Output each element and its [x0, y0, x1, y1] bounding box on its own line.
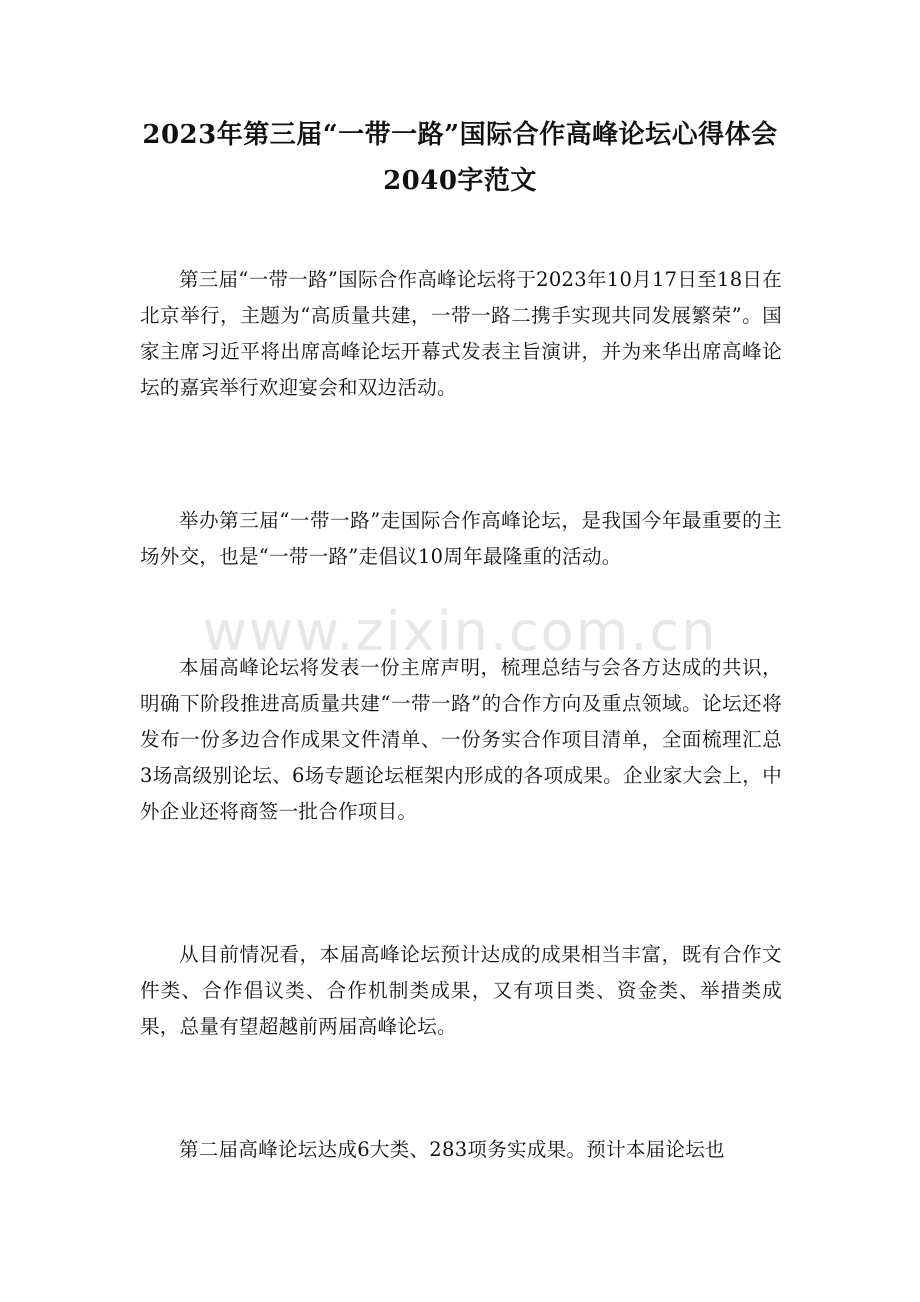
paragraph-5: 第二届高峰论坛达成6大类、283项务实成果。预计本届论坛也	[179, 1138, 725, 1161]
paragraph-4: 从目前情况看，本届高峰论坛预计达成的成果相当丰富，既有合作文件类、合作倡议类、合作机制类成果，又有项目类、资金类、举措类成果，总量有望超越前两届高峰论坛。	[140, 943, 782, 1038]
paragraph-3: 本届高峰论坛将发表一份主席声明，梳理总结与会各方达成的共识，明确下阶段推进高质量共建“一带一路”的合作方向及重点领域。论坛还将发布一份多边合作成果文件清单、一份务实合作项目清单，全面梳理汇总3场高级别论坛、6场专题论坛框架内形成的各项成果。企业家大会上，中外企业还将商签一批合作项目。	[140, 656, 782, 823]
paragraph-1: 第三届“一带一路”国际合作高峰论坛将于2023年10月17日至18日在北京举行，主题为“高质量共建，一带一路二携手实现共同发展繁荣”。国家主席习近平将出席高峰论坛开幕式发表主旨演讲，并为来华出席高峰论坛的嘉宾举行欢迎宴会和双边活动。	[140, 268, 783, 399]
paragraph-2: 举办第三届“一带一路”走国际合作高峰论坛，是我国今年最重要的主场外交，也是“一带一路”走倡议10周年最隆重的活动。	[140, 509, 782, 568]
document-title: 2023年第三届“一带一路”国际合作高峰论坛心得体会2040字范文	[142, 120, 778, 196]
watermark: www.zixin.com.cn	[202, 600, 718, 663]
